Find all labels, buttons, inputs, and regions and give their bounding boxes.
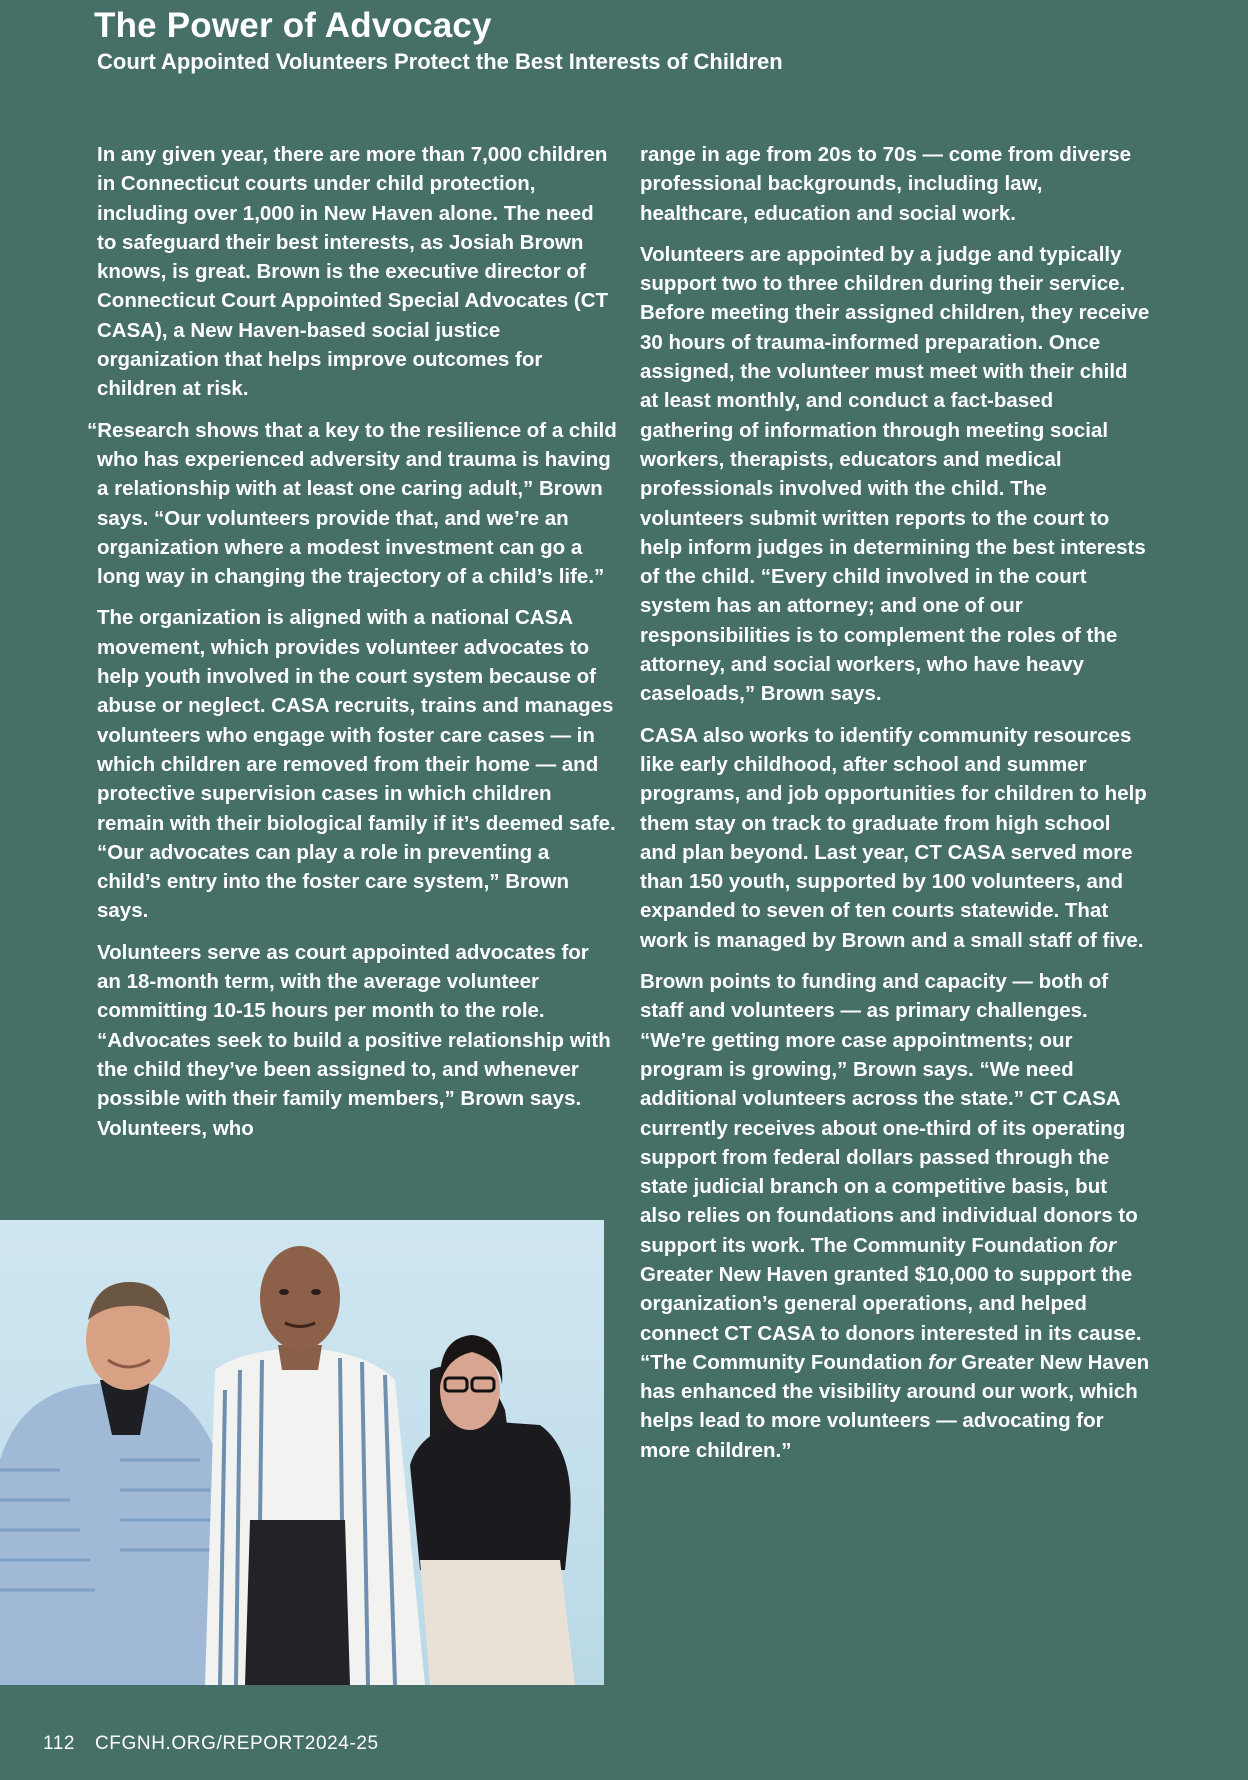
paragraph-community-resources: CASA also works to identify community resources like early childhood, after school and summer programs, and job opportunities for children to help them stay on track to graduate from high school and plan beyond. Last year, CT CASA served more than 150 youth, supported by 100 volunteers, and expanded to seven of ten courts statewide. That work is managed by Brown and a small staff of five. <box>640 723 1147 952</box>
paragraph-intro: In any given year, there are more than 7,000 children in Connecticut courts under child protection, including over 1,000 in New Haven alone. The need to safeguard their best interests, as Josiah Brown knows, is great. Brown is the executive director of Connecticut Court Appointed Special Advocates (CT CASA), a New Haven-based social justice organization that helps improve outcomes for children at risk. <box>97 143 609 401</box>
person-center <box>205 1246 425 1685</box>
page-footer <box>43 1733 379 1755</box>
volunteers-illustration <box>0 1220 604 1685</box>
paragraph-national-casa: The organization is aligned with a national CASA movement, which provides volunteer advocates to help youth involved in the court system because of abuse or neglect. CASA recruits, trains and manages volunteers who engage with foster care cases — in which children are removed from their home — and protective supervision cases in which children remain with their biological family if it’s deemed safe. “Our advocates can play a role in preventing a child’s entry into the foster care system,” Brown says. <box>97 606 616 923</box>
person-right <box>410 1335 575 1685</box>
paragraph-appointment: Volunteers are appointed by a judge and typically support two to three children during their service. Before meeting their assigned children, they receive 30 hours of trauma-informed preparation. Once assigned, the volunteer must meet with their child at least monthly, and conduct a fact-based gathering of information through meeting social workers, therapists, educators and medical professionals involved with the child. The volunteers submit written reports to the court to help inform judges in determining the best interests of the child. “Every child involved in the court system has an attorney; and one of our responsibilities is to complement the roles of the attorney, and social workers, who have heavy caseloads,” Brown says. <box>640 242 1150 706</box>
for-italic-2: for <box>928 1350 956 1374</box>
paragraph-volunteer-term: Volunteers serve as court appointed advocates for an 18-month term, with the average volunteer committing 10-15 hours per month to the role. “Advocates seek to build a positive relationship with the child they’ve been assigned to, and whenever possible with their family members,” Brown says. Volunteers, who <box>97 940 611 1140</box>
left-column <box>87 140 617 1155</box>
right-column <box>640 140 1150 1477</box>
report-url: CFGNH.ORG/REPORT2024-25 <box>94 1733 379 1754</box>
paragraph-volunteer-ages: range in age from 20s to 70s — come from diverse professional backgrounds, including law, healthcare, education and social work. <box>640 143 1132 225</box>
paragraph-funding <box>640 967 1150 1465</box>
volunteers-photo <box>0 1220 604 1685</box>
page-subtitle: Court Appointed Volunteers Protect the Best Interests of Children <box>97 49 783 74</box>
page-number: 112 <box>43 1733 76 1754</box>
person-left <box>0 1282 225 1685</box>
funding-text-c: Greater New Haven has enhanced the visibility around our work, which helps lead to more volunteers — advocating for more children.” <box>640 1350 1150 1462</box>
paragraph-quote-research: “Research shows that a key to the resilience of a child who has experienced adversity and trauma is having a relationship with at least one caring adult,” Brown says. “Our volunteers provide that, and we’re an organization where a modest investment can go a long way in changing the trajectory of a child’s life.” <box>87 418 617 589</box>
funding-text-b: Greater New Haven granted $10,000 to support the organization’s general operations, and helped connect CT CASA to donors interested in its cause. “The Community Foundation <box>640 1262 1142 1374</box>
funding-text-a: Brown points to funding and capacity — both of staff and volunteers — as primary challenges. “We’re getting more case appointments; our program is growing,” Brown says. “We need additional volunteers across the state.” CT CASA currently receives about one-third of its operating support from federal dollars passed through the state judicial branch on a competitive basis, but also relies on foundations and individual donors to support its work. The Community Foundation <box>640 970 1138 1257</box>
page-title: The Power of Advocacy <box>94 6 492 45</box>
for-italic-1: for <box>1088 1233 1117 1257</box>
